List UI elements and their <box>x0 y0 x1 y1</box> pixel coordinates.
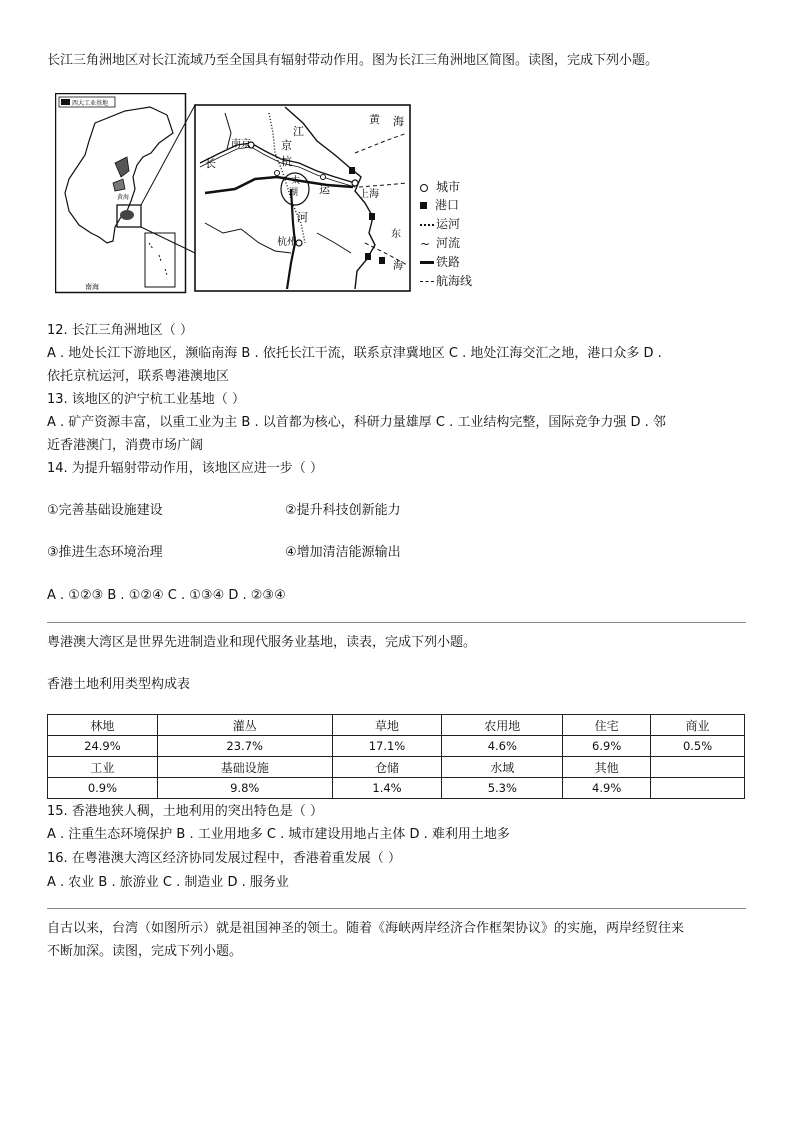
question-14-item-1: ①完善基础设施建设 <box>47 503 163 518</box>
table-cell: 工业 <box>48 757 158 778</box>
question-12-options-line1: A . 地处长江下游地区，濒临南海 B . 依托长江干流，联系京津冀地区 C . 地处江海交汇之地，港口众多 D . <box>47 346 662 361</box>
port-icon <box>420 202 427 209</box>
table-cell: 灌丛 <box>157 715 332 736</box>
question-12-stem: 12. 长江三角洲地区（ ） <box>47 323 193 338</box>
table-cell: 商业 <box>651 715 745 736</box>
question-16-stem: 16. 在粤港澳大湾区经济协同发展过程中，香港着重发展（ ） <box>47 851 401 866</box>
shipping-route-icon <box>420 281 434 282</box>
table-cell: 4.9% <box>563 778 651 799</box>
table-cell <box>651 757 745 778</box>
svg-text:京: 京 <box>281 139 292 152</box>
table-cell: 17.1% <box>332 736 442 757</box>
table-cell: 基础设施 <box>157 757 332 778</box>
svg-text:上海: 上海 <box>359 189 379 200</box>
table-cell <box>651 778 745 799</box>
question-14-item-4: ④增加清洁能源输出 <box>285 545 401 560</box>
table-cell: 水域 <box>442 757 563 778</box>
question-16-options: A . 农业 B . 旅游业 C . 制造业 D . 服务业 <box>47 875 289 890</box>
question-12-options-line2: 依托京杭运河，联系粤港澳地区 <box>47 369 230 384</box>
table-title: 香港土地利用类型构成表 <box>47 677 191 692</box>
section-divider-2 <box>47 908 746 909</box>
table-row <box>48 778 745 799</box>
table-cell: 9.8% <box>157 778 332 799</box>
table-row <box>48 715 745 736</box>
section-divider-1 <box>47 622 746 623</box>
question-14-item-2: ②提升科技创新能力 <box>285 503 401 518</box>
intro-text-2: 粤港澳大湾区是世界先进制造业和现代服务业基地，读表，完成下列小题。 <box>47 635 477 650</box>
svg-text:长: 长 <box>205 157 216 170</box>
table-cell: 23.7% <box>157 736 332 757</box>
question-13-options-line1: A . 矿产资源丰富，以重工业为主 B . 以首都为核心，科研力量雄厚 C . 工业结构完整，国际竞争力强 D . 邻 <box>47 415 666 430</box>
question-15-stem: 15. 香港地狭人稠，土地利用的突出特色是（ ） <box>47 804 323 819</box>
table-cell: 5.3% <box>442 778 563 799</box>
table-cell: 农用地 <box>442 715 563 736</box>
canal-icon <box>420 224 434 226</box>
table-cell: 仓储 <box>332 757 442 778</box>
question-14-options: A . ①②③ B . ①②④ C . ①③④ D . ②③④ <box>47 588 286 603</box>
svg-text:黄: 黄 <box>369 113 380 126</box>
svg-text:东: 东 <box>391 229 401 240</box>
svg-text:西大工业基地: 西大工业基地 <box>72 100 109 107</box>
table-cell: 4.6% <box>442 736 563 757</box>
map-svg <box>55 93 480 295</box>
legend-railway: 铁路 <box>420 253 460 270</box>
intro-text-3-line1: 自古以来，台湾（如图所示）就是祖国神圣的领土。随着《海峡两岸经济合作框架协议》的实施，两岸经贸往来 <box>47 921 685 936</box>
city-icon <box>420 184 428 192</box>
svg-text:杭: 杭 <box>281 155 292 168</box>
question-13-stem: 13. 该地区的沪宁杭工业基地（ ） <box>47 392 245 407</box>
svg-text:河: 河 <box>297 211 308 224</box>
intro-text-1: 长江三角洲地区对长江流域乃至全国具有辐射带动作用。图为长江三角洲地区简图。读图，完成下列小题。 <box>47 53 659 68</box>
table-row <box>48 736 745 757</box>
svg-text:海: 海 <box>393 261 403 272</box>
table-row <box>48 757 745 778</box>
legend-shipping-route: 航海线 <box>420 272 472 289</box>
svg-text:南京: 南京 <box>231 139 251 150</box>
legend-port: 港口 <box>420 196 459 213</box>
svg-text:运: 运 <box>319 183 330 196</box>
svg-text:南海: 南海 <box>85 283 99 291</box>
svg-text:黄海: 黄海 <box>117 194 130 201</box>
svg-text:太: 太 <box>291 176 301 186</box>
river-icon: ~ <box>420 236 431 251</box>
question-13-options-line2: 近香港澳门，消费市场广阔 <box>47 438 204 453</box>
question-14-stem: 14. 为提升辐射带动作用，该地区应进一步（ ） <box>47 461 323 476</box>
svg-text:江: 江 <box>293 125 304 138</box>
table-cell: 0.9% <box>48 778 158 799</box>
question-14-item-3: ③推进生态环境治理 <box>47 545 163 560</box>
table-cell: 草地 <box>332 715 442 736</box>
table-cell: 住宅 <box>563 715 651 736</box>
svg-text:湖: 湖 <box>289 188 299 198</box>
table-cell: 6.9% <box>563 736 651 757</box>
legend-canal: 运河 <box>420 215 460 232</box>
railway-icon <box>420 261 434 264</box>
table-cell: 24.9% <box>48 736 158 757</box>
table-cell: 0.5% <box>651 736 745 757</box>
intro-text-3-line2: 不断加深。读图，完成下列小题。 <box>47 944 243 959</box>
yangtze-delta-map-figure <box>55 93 480 295</box>
svg-text:海: 海 <box>393 115 404 128</box>
land-use-table <box>47 714 745 799</box>
inset-frame <box>56 94 186 293</box>
svg-text:杭州: 杭州 <box>277 237 297 248</box>
table-cell: 林地 <box>48 715 158 736</box>
legend-river: ~ 河流 <box>420 236 461 251</box>
table-cell: 1.4% <box>332 778 442 799</box>
table-cell: 其他 <box>563 757 651 778</box>
question-15-options: A . 注重生态环境保护 B . 工业用地多 C . 城市建设用地占主体 D . 难利用土地多 <box>47 827 510 842</box>
legend-city: 城市 <box>420 178 460 195</box>
